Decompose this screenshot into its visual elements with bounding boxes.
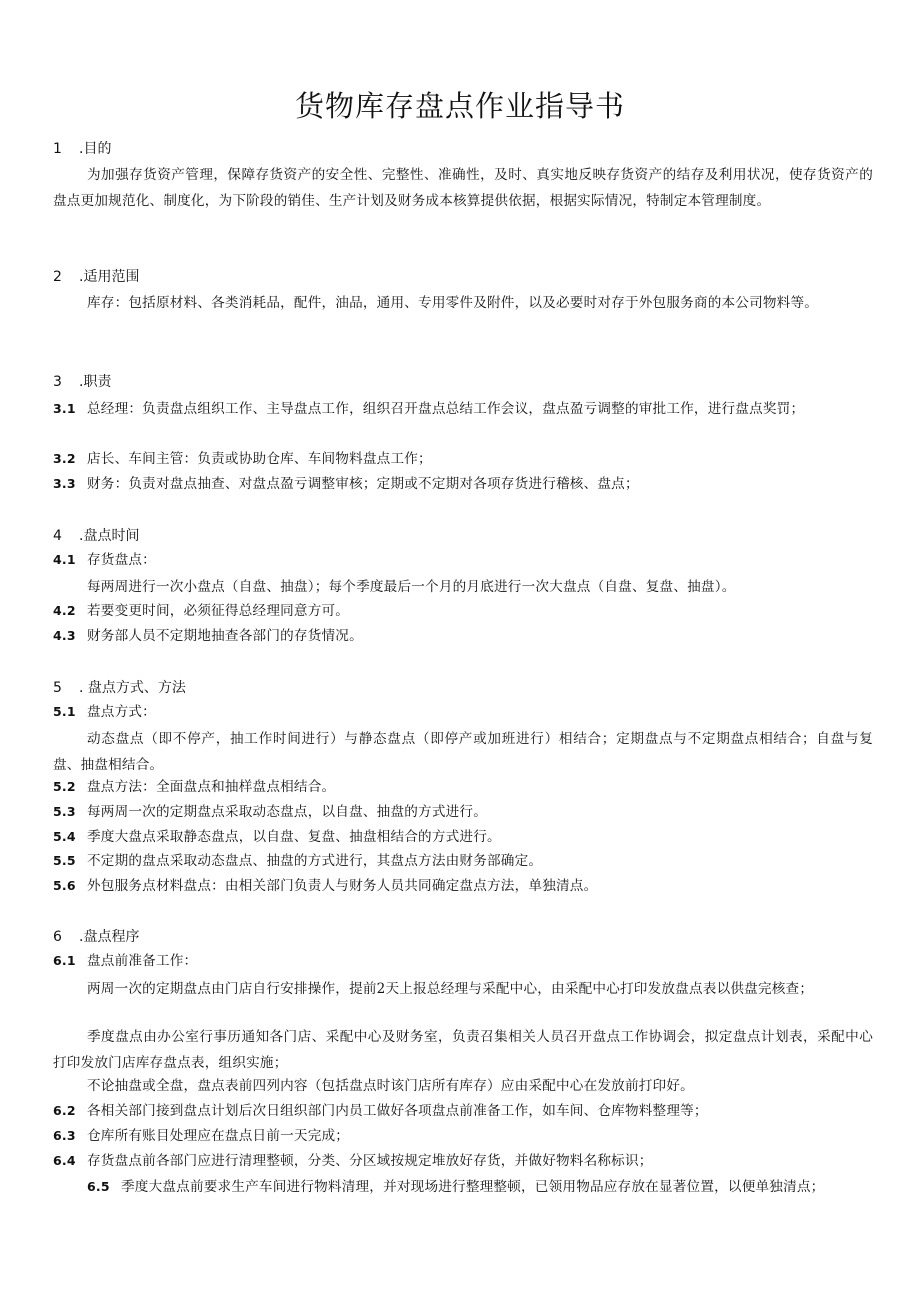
list-item-6-2 (53, 1098, 873, 1124)
item-number: 5.4 (53, 829, 76, 844)
paragraph-schedule: 每两周进行一次小盘点（自盘、抽盘）；每个季度最后一个月的月底进行一次大盘点（自盘、复盘、抽盘）。 (87, 579, 736, 595)
item-number: 5.2 (53, 779, 76, 794)
list-item-4-2 (53, 598, 873, 624)
item-number: 5.5 (53, 853, 76, 868)
list-item-5-2 (53, 774, 873, 800)
section-number: 2 (53, 269, 62, 285)
list-item-3-1 (53, 396, 873, 422)
item-text: 各相关部门接到盘点计划后次日组织部门内员工做好各项盘点前准备工作，如车间、仓库物料整理等； (87, 1103, 708, 1119)
item-text: 每两周一次的定期盘点采取动态盘点，以自盘、抽盘的方式进行。 (87, 804, 488, 820)
list-item-5-6 (53, 873, 873, 899)
section-title: .盘点时间 (79, 528, 140, 544)
section-number: 4 (53, 528, 62, 544)
list-item-4-1 (53, 547, 873, 573)
section-heading-5 (53, 677, 186, 697)
item-number: 3.1 (53, 401, 76, 416)
item-text: 盘点前准备工作： (87, 953, 198, 969)
item-number: 6.2 (53, 1103, 76, 1118)
item-number: 6.4 (53, 1153, 76, 1168)
list-item-4-3 (53, 623, 873, 649)
item-text: 财务：负责对盘点抽查、对盘点盈亏调整审核；定期或不定期对各项存货进行稽核、盘点； (87, 476, 639, 492)
section-heading-1 (53, 138, 111, 158)
item-text: 存货盘点： (87, 552, 156, 568)
section-title: .职责 (79, 374, 112, 390)
document-title: 货物库存盘点作业指导书 (294, 89, 625, 123)
section-title: .盘点程序 (79, 929, 140, 945)
paragraph-methods: 动态盘点（即不停产，抽工作时间进行）与静态盘点（即停产或加班进行）相结合；定期盘点与不定期盘点相结合；自盘与复盘、抽盘相结合。 (53, 731, 873, 773)
section-number: 1 (53, 141, 62, 157)
list-item-5-1 (53, 699, 873, 725)
item-text: 若要变更时间，必须征得总经理同意方可。 (87, 603, 350, 619)
section-heading-6 (53, 926, 139, 946)
item-number: 5.1 (53, 704, 76, 719)
item-text: 季度大盘点前要求生产车间进行物料清理，并对现场进行整理整顿，已领用物品应存放在显著位置，以便单独清点； (121, 1179, 825, 1195)
section-number: 3 (53, 374, 62, 390)
item-text: 季度大盘点采取静态盘点，以自盘、复盘、抽盘相结合的方式进行。 (87, 829, 501, 845)
item-text: 不定期的盘点采取动态盘点、抽盘的方式进行，其盘点方法由财务部确定。 (87, 853, 543, 869)
paragraph-prep-quarterly: 季度盘点由办公室行事历通知各门店、采配中心及财务室，负责召集相关人员召开盘点工作协调会，拟定盘点计划表，采配中心打印发放门店库存盘点表，组织实施； (53, 1029, 873, 1071)
item-number: 6.5 (87, 1179, 110, 1194)
list-item-6-5 (53, 1174, 873, 1200)
paragraph-scope: 库存：包括原材料、各类消耗品，配件，油品，通用、专用零件及附件，以及必要时对存于外包服务商的本公司物料等。 (87, 295, 819, 311)
section-number: 5 (53, 680, 62, 696)
paragraph-prep-biweekly: 两周一次的定期盘点由门店自行安排操作，提前2天上报总经理与采配中心，由采配中心打印发放盘点表以供盘完核查； (87, 981, 814, 997)
list-item-5-5 (53, 848, 873, 874)
section-title: . 盘点方式、方法 (79, 680, 186, 696)
item-number: 4.2 (53, 603, 76, 618)
item-number: 4.1 (53, 552, 76, 567)
list-item-6-3 (53, 1123, 873, 1149)
list-item-5-3 (53, 799, 873, 825)
item-text: 仓库所有账目处理应在盘点日前一天完成； (87, 1128, 350, 1144)
item-number: 6.3 (53, 1128, 76, 1143)
item-number: 4.3 (53, 628, 76, 643)
section-number: 6 (53, 929, 62, 945)
item-number: 5.6 (53, 878, 76, 893)
paragraph-prep-forms: 不论抽盘或全盘，盘点表前四列内容（包括盘点时该门店所有库存）应由采配中心在发放前打印好。 (87, 1078, 694, 1094)
item-text: 盘点方式： (87, 704, 156, 720)
section-heading-4 (53, 525, 139, 545)
item-text: 财务部人员不定期地抽查各部门的存货情况。 (87, 628, 363, 644)
section-title: .目的 (79, 141, 112, 157)
item-number: 3.3 (53, 476, 76, 491)
item-text: 存货盘点前各部门应进行清理整顿，分类、分区域按规定堆放好存货，并做好物料名称标识； (87, 1153, 653, 1169)
item-text: 店长、车间主管：负责或协助仓库、车间物料盘点工作； (87, 451, 432, 467)
item-number: 5.3 (53, 804, 76, 819)
paragraph-purpose: 为加强存货资产管理，保障存货资产的安全性、完整性、准确性，及时、真实地反映存货资产的结存及利用状况，使存货资产的盘点更加规范化、制度化，为下阶段的销佳、生产计划及财务成本核算提供依据，根据实际情况，特制定本管理制度。 (53, 167, 873, 209)
list-item-3-3 (53, 471, 873, 497)
item-text: 总经理：负责盘点组织工作、主导盘点工作，组织召开盘点总结工作会议，盘点盈亏调整的审批工作，进行盘点奖罚； (87, 401, 805, 417)
list-item-3-2 (53, 446, 873, 472)
section-heading-2 (53, 266, 139, 286)
list-item-6-4 (53, 1148, 873, 1174)
item-number: 3.2 (53, 451, 76, 466)
item-text: 外包服务点材料盘点：由相关部门负责人与财务人员共同确定盘点方法，单独清点。 (87, 878, 598, 894)
item-text: 盘点方法：全面盘点和抽样盘点相结合。 (87, 779, 336, 795)
item-number: 6.1 (53, 953, 76, 968)
section-title: .适用范围 (79, 269, 140, 285)
section-heading-3 (53, 371, 111, 391)
list-item-5-4 (53, 824, 873, 850)
list-item-6-1 (53, 948, 873, 974)
